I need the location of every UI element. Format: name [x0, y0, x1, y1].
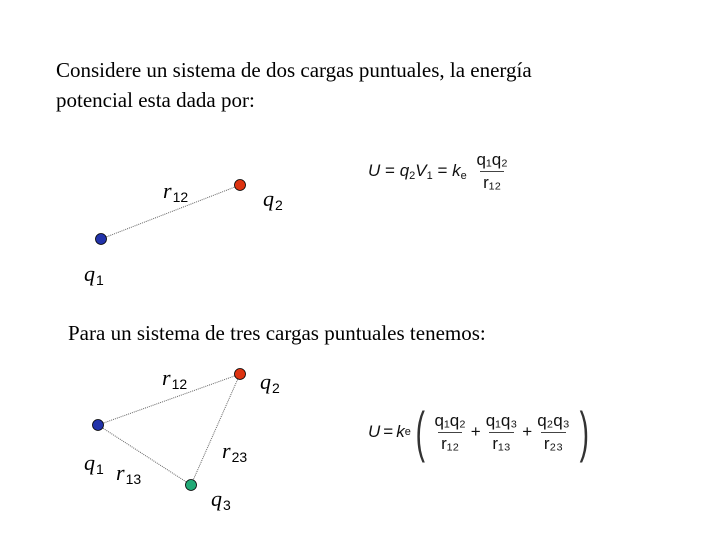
- fraction-term-3: $\frac{\text{q₂q₃}}{\text{r₂₃}}$: [537, 410, 570, 453]
- left-paren: (: [415, 400, 425, 463]
- label-r12-two: r12: [163, 178, 189, 205]
- label-q2-two: q2: [263, 186, 283, 213]
- label-q1-three: q1: [84, 450, 104, 477]
- label-r23: r23: [222, 438, 248, 465]
- charge-q2-two: [235, 180, 246, 191]
- plus-sign-1: +: [470, 422, 481, 441]
- label-r12-three: r12: [162, 365, 188, 392]
- charge-q3-three: [186, 480, 197, 491]
- intro-text-line2: potencial esta dada por:: [56, 88, 255, 112]
- energy-equation-three: U = k e ( $\frac{\text{q₁q₂}}{\text{r₁₂}}$ + $\frac{\text{q₁q₃}}{\text{r₁₃}}$ + $\frac{\text{q₂q₃}}{\text{r₂₃}}$ ): [368, 400, 589, 463]
- fraction-term-2: $\frac{\text{q₁q₃}}{\text{r₁₃}}$: [485, 410, 518, 453]
- fraction-two: $\frac{\text{q₁q₂}}{\text{r₁₂}}$: [476, 150, 508, 192]
- r23-line: [191, 374, 240, 485]
- right-paren: ): [579, 400, 589, 463]
- label-q1-two: q1: [84, 261, 104, 288]
- intro-text-line1: Considere un sistema de dos cargas puntuales, la energía: [56, 58, 532, 82]
- label-r13: r13: [116, 460, 142, 487]
- energy-equation-two: $U = q_2V_1 = k_e$ $\frac{\text{q₁q₂}}{\text{r₁₂}}$: [368, 150, 513, 193]
- charge-q1-three: [93, 420, 104, 431]
- label-q2-three: q2: [260, 369, 280, 396]
- three-charges-text: Para un sistema de tres cargas puntuales tenemos:: [68, 321, 486, 345]
- fraction-term-1: $\frac{\text{q₁q₂}}{\text{r₁₂}}$: [434, 410, 466, 453]
- plus-sign-2: +: [522, 422, 533, 441]
- label-q3-three: q3: [211, 486, 231, 513]
- charge-q1-two: [96, 234, 107, 245]
- charge-q2-three: [235, 369, 246, 380]
- r13-line: [98, 425, 191, 485]
